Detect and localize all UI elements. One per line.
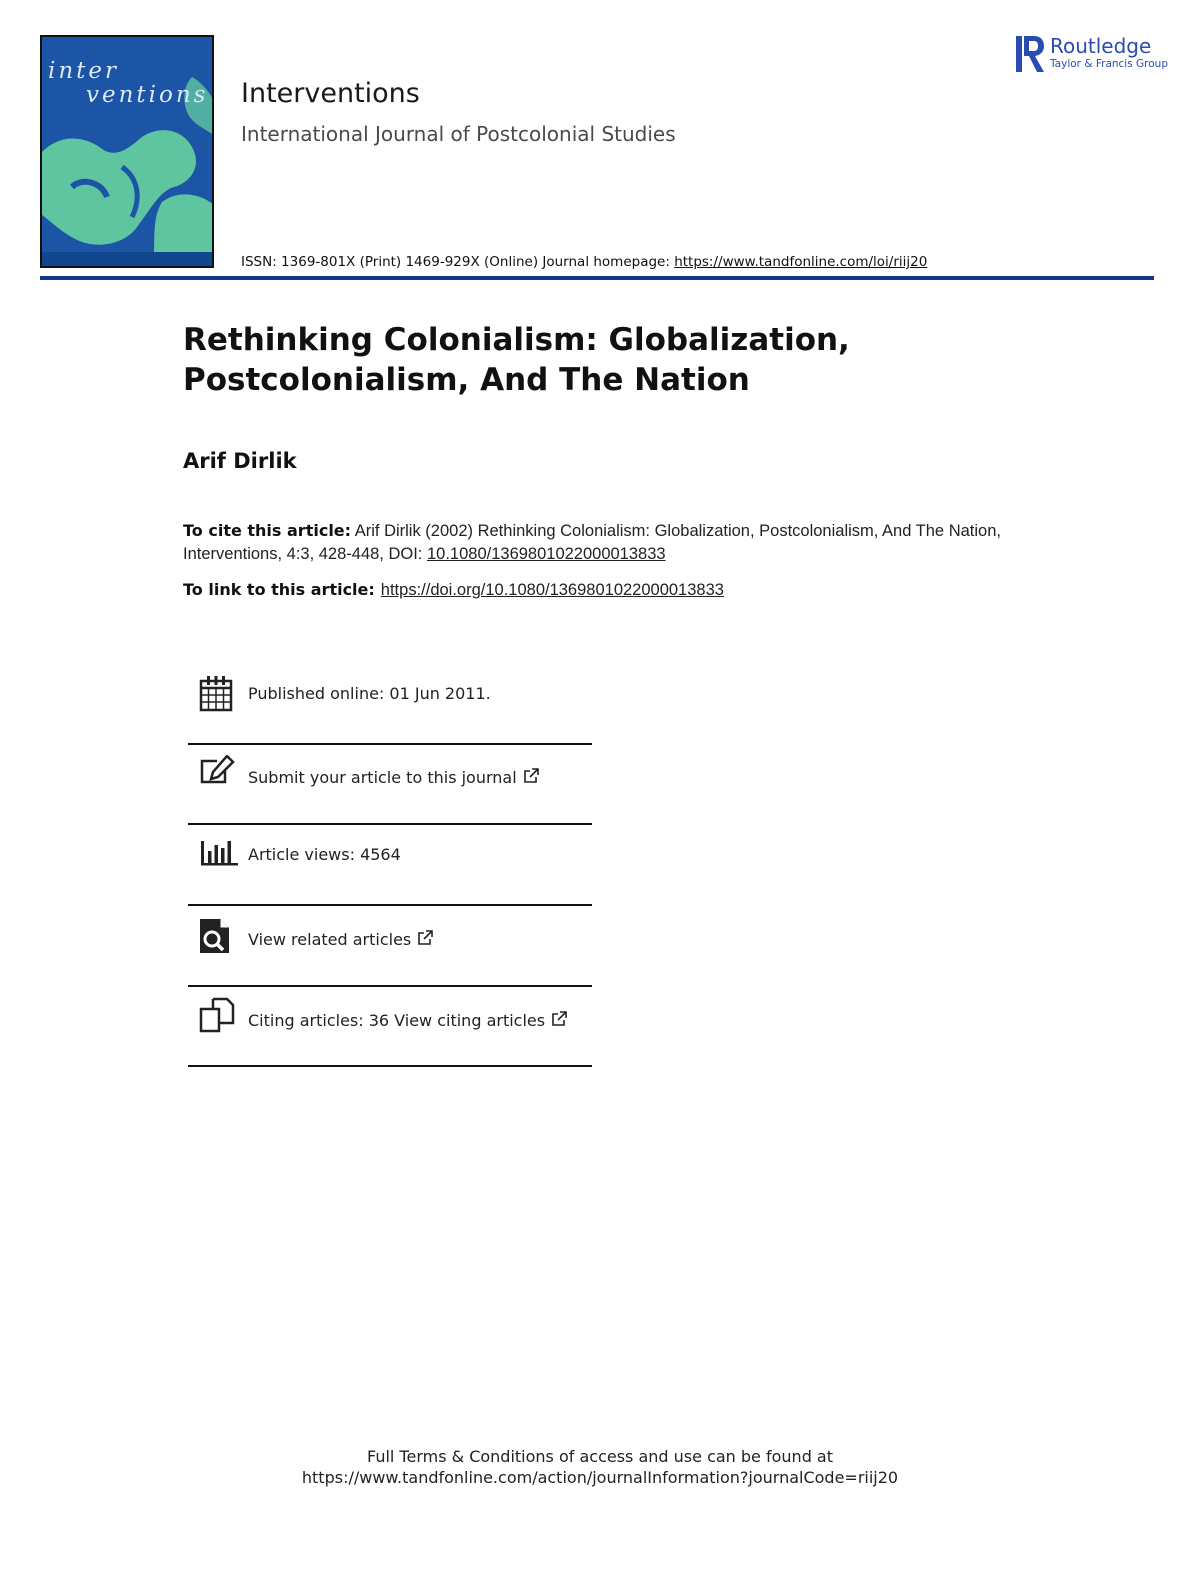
publisher-tagline: Taylor & Francis Group [1050, 58, 1168, 70]
article-author: Arif Dirlik [183, 449, 297, 473]
calendar-icon [199, 676, 233, 712]
citation-block [183, 519, 1013, 566]
doi-link[interactable]: 10.1080/1369801022000013833 [426, 545, 666, 563]
article-link-row [183, 580, 724, 600]
edit-icon [199, 755, 235, 785]
citing-documents-icon [199, 997, 235, 1033]
submit-row[interactable] [188, 745, 592, 825]
terms-footer [0, 1446, 1200, 1488]
publisher-logo [1016, 34, 1168, 76]
bar-chart-icon [199, 837, 239, 867]
link-label: To link to this article: [183, 580, 375, 599]
external-link-icon [551, 1011, 567, 1027]
info-divider [188, 1065, 592, 1067]
article-title: Rethinking Colonialism: Globalization, Postcolonialism, And The Nation [183, 322, 850, 398]
issn-line: ISSN: 1369-801X (Print) 1469-929X (Online) Journal homepage: https://www.tandfonline.com/loi/riij20 [241, 254, 928, 270]
publisher-name: Routledge [1050, 34, 1152, 58]
journal-homepage-link[interactable]: https://www.tandfonline.com/loi/riij20 [674, 254, 928, 270]
cover-title: inter ventions [48, 58, 209, 108]
cite-label: To cite this article: [183, 521, 352, 540]
related-row[interactable] [188, 906, 592, 986]
external-link-icon [417, 930, 433, 946]
article-doi-url[interactable]: https://doi.org/10.1080/1369801022000013833 [380, 581, 724, 599]
routledge-r-icon [1016, 34, 1046, 74]
article-views: Article views: 4564 [248, 845, 401, 864]
journal-title: Interventions [241, 78, 420, 109]
related-articles-link[interactable]: View related articles [248, 930, 433, 949]
journal-subtitle: International Journal of Postcolonial Studies [241, 122, 676, 146]
published-date: Published online: 01 Jun 2011. [248, 684, 491, 703]
external-link-icon [523, 768, 539, 784]
submit-article-link[interactable]: Submit your article to this journal [248, 768, 539, 787]
citing-row[interactable] [188, 987, 592, 1067]
citing-articles-link[interactable]: Citing articles: 36 View citing articles [248, 1011, 567, 1030]
cite-text: Arif Dirlik (2002) Rethinking Colonialism: Globalization, Postcolonialism, And The Nation, Interventions, 4:3, 428-448, DOI: [183, 522, 1001, 563]
cover-footer-strip [42, 252, 212, 266]
views-row [188, 825, 592, 905]
document-search-icon [199, 918, 231, 954]
header-rule [40, 276, 1154, 280]
journal-cover-image [40, 35, 214, 268]
published-row [188, 664, 592, 744]
terms-text: Full Terms & Conditions of access and use can be found at [366, 1447, 834, 1466]
terms-url[interactable]: https://www.tandfonline.com/action/journalInformation?journalCode=riij20 [301, 1468, 899, 1487]
